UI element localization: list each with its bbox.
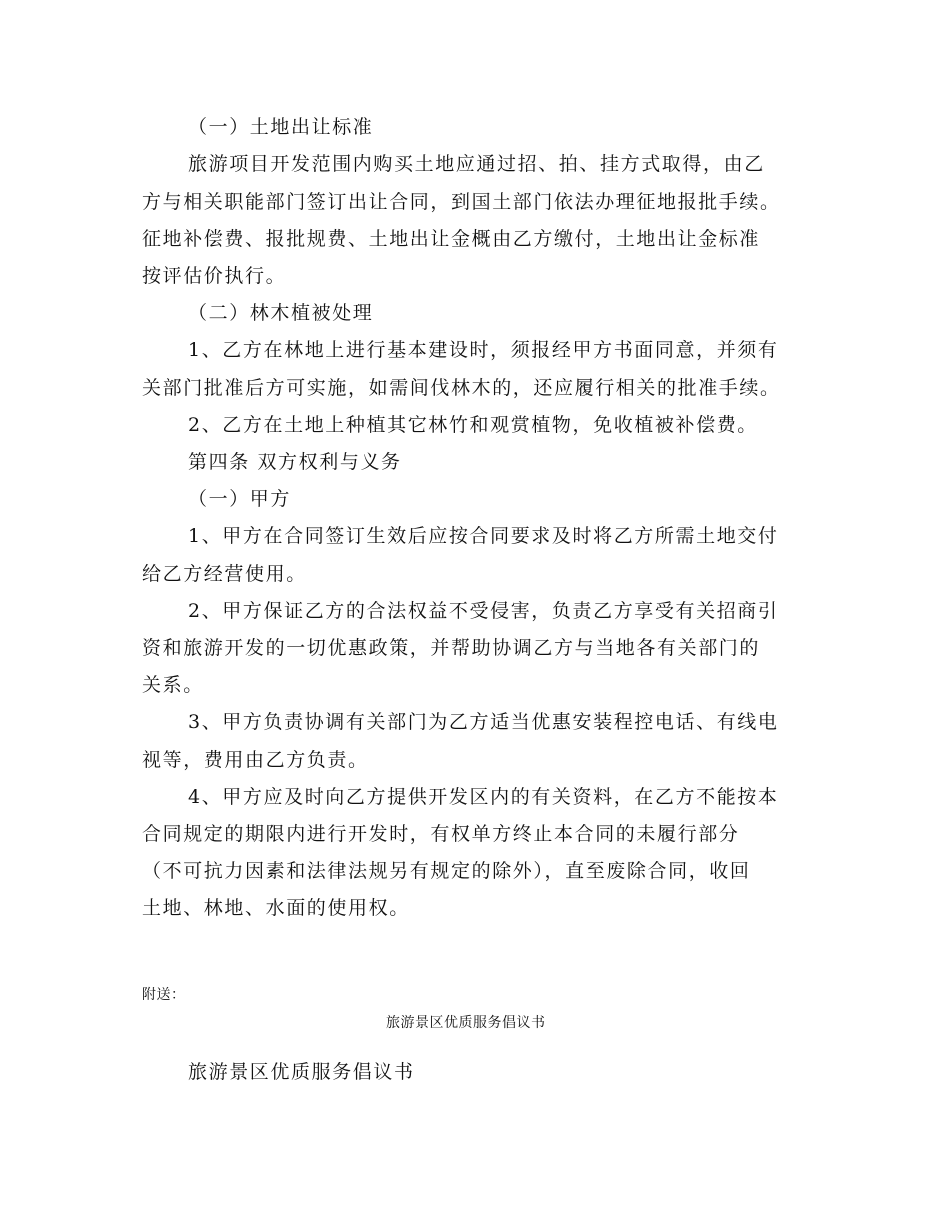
appendix-label: 附送： (142, 987, 186, 1003)
section-heading-land-transfer: （一）土地出让标准 (188, 116, 374, 138)
appendix-title: 旅游景区优质服务倡议书 (386, 1015, 546, 1031)
paragraph-line: 旅游项目开发范围内购买土地应通过招、拍、挂方式取得，由乙 (188, 153, 765, 175)
paragraph-line: 3、甲方负责协调有关部门为乙方适当优惠安装程控电话、有线电 (188, 711, 779, 733)
paragraph-line: 方与相关职能部门签订出让合同，到国土部门依法办理征地报批手续。 (142, 191, 781, 213)
appendix-heading: 旅游景区优质服务倡议书 (188, 1061, 415, 1083)
paragraph-line: 1、甲方在合同签订生效后应按合同要求及时将乙方所需土地交付 (188, 525, 779, 547)
paragraph-line: 4、甲方应及时向乙方提供开发区内的有关资料，在乙方不能按本 (188, 786, 779, 808)
paragraph-line: 关部门批准后方可实施，如需间伐林木的，还应履行相关的批准手续。 (142, 377, 781, 399)
paragraph-line: 关系。 (142, 674, 204, 696)
paragraph-line: 资和旅游开发的一切优惠政策，并帮助协调乙方与当地各有关部门的 (142, 637, 761, 659)
paragraph-line: 2、乙方在土地上种植其它林竹和观赏植物，免收植被补偿费。 (188, 414, 758, 436)
article-heading: 第四条 双方权利与义务 (188, 451, 402, 473)
paragraph-line: 按评估价执行。 (142, 265, 287, 287)
paragraph-line: （不可抗力因素和法律法规另有规定的除外），直至废除合同，收回 (142, 860, 751, 882)
section-heading-party-a: （一）甲方 (188, 488, 292, 510)
paragraph-line: 视等，费用由乙方负责。 (142, 749, 369, 771)
section-heading-forest: （二）林木植被处理 (188, 302, 374, 324)
paragraph-line: 1、乙方在林地上进行基本建设时，须报经甲方书面同意，并须有 (188, 339, 779, 361)
paragraph-line: 2、甲方保证乙方的合法权益不受侵害，负责乙方享受有关招商引 (188, 600, 779, 622)
paragraph-line: 合同规定的期限内进行开发时，有权单方终止本合同的未履行部分 (142, 823, 740, 845)
paragraph-line: 土地、林地、水面的使用权。 (142, 897, 410, 919)
paragraph-line: 征地补偿费、报批规费、土地出让金概由乙方缴付，土地出让金标准 (142, 228, 761, 250)
paragraph-line: 给乙方经营使用。 (142, 563, 307, 585)
